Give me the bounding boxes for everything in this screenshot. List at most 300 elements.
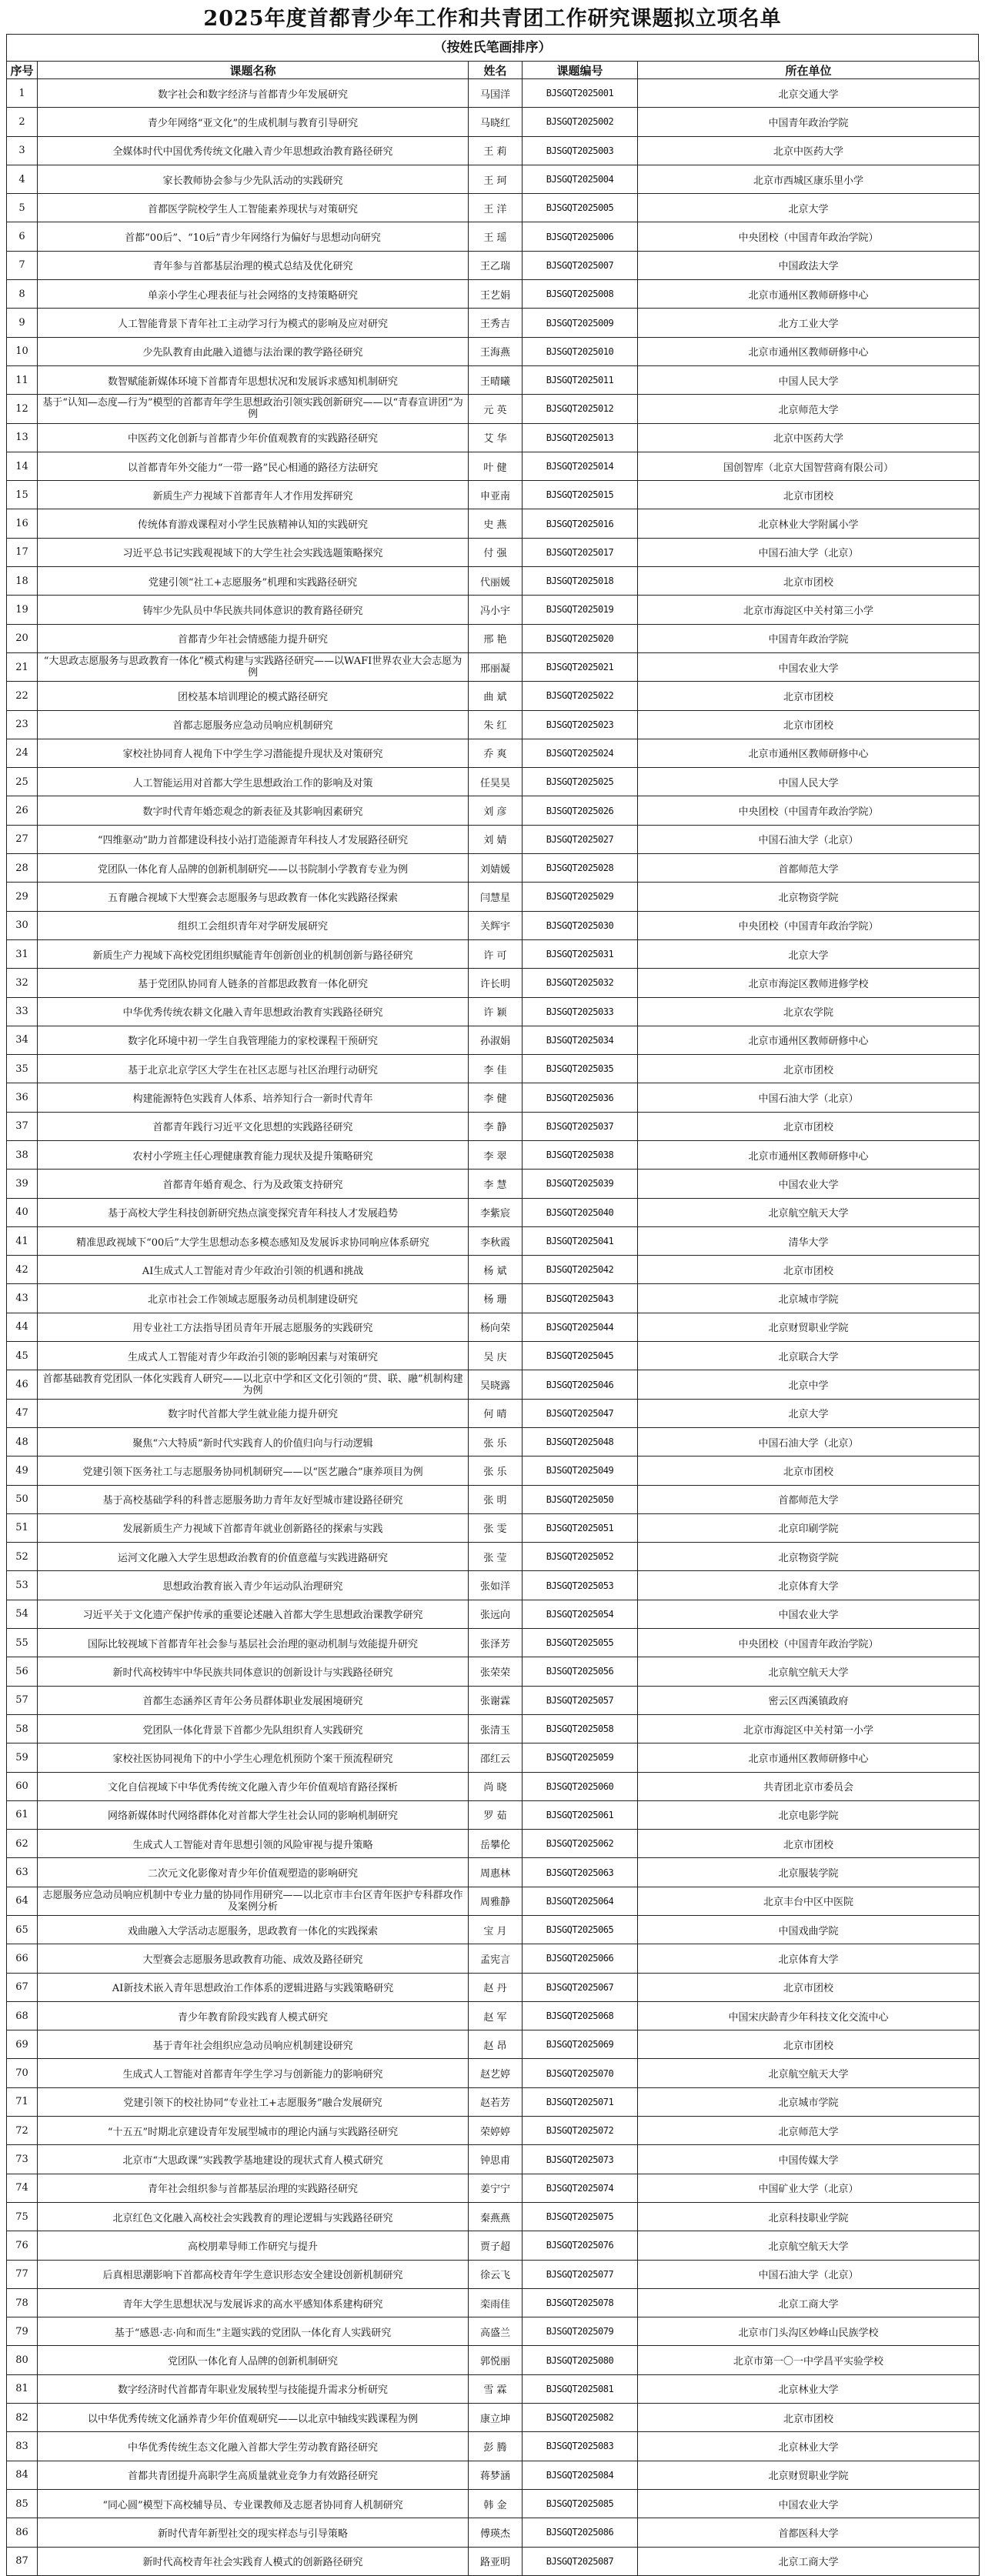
organization: 北京工商大学 bbox=[638, 2288, 980, 2317]
person-name: 王 珂 bbox=[469, 165, 523, 193]
person-name: 钟思甫 bbox=[469, 2145, 523, 2174]
row-number: 74 bbox=[7, 2174, 38, 2202]
table-row bbox=[7, 1457, 980, 1485]
table-row bbox=[7, 1026, 980, 1054]
project-code: BJSGQT2025025 bbox=[523, 768, 638, 796]
project-name: 数字时代青年婚恋观念的新表征及其影响因素研究 bbox=[38, 796, 469, 825]
project-name: 新时代高校青年社会实践育人模式的创新路径研究 bbox=[38, 2547, 469, 2575]
project-name: 新质生产力视域下首都青年人才作用发挥研究 bbox=[38, 481, 469, 509]
organization: 北京市第一〇一中学昌平实验学校 bbox=[638, 2346, 980, 2374]
row-number: 15 bbox=[7, 481, 38, 509]
project-code: BJSGQT2025014 bbox=[523, 452, 638, 480]
organization: 北京市西城区康乐里小学 bbox=[638, 165, 980, 193]
project-code: BJSGQT2025035 bbox=[523, 1055, 638, 1083]
person-name: 马国洋 bbox=[469, 79, 523, 108]
person-name: 赵 昂 bbox=[469, 2030, 523, 2059]
project-name: 以首都青年外交能力“一带一路”民心相通的路径方法研究 bbox=[38, 452, 469, 480]
person-name: 杨 斌 bbox=[469, 1256, 523, 1284]
person-name: 张清玉 bbox=[469, 1714, 523, 1743]
person-name: 李 佳 bbox=[469, 1055, 523, 1083]
project-code: BJSGQT2025078 bbox=[523, 2288, 638, 2317]
project-name: 少先队教育由此融入道德与法治课的教学路径研究 bbox=[38, 337, 469, 365]
table-row bbox=[7, 1973, 980, 2001]
table-row bbox=[7, 2346, 980, 2374]
row-number: 51 bbox=[7, 1513, 38, 1542]
table-row bbox=[7, 1629, 980, 1657]
project-code: BJSGQT2025079 bbox=[523, 2317, 638, 2346]
person-name: 叶 健 bbox=[469, 452, 523, 480]
project-name: 首都青年婚育观念、行为及政策支持研究 bbox=[38, 1170, 469, 1198]
project-name: 国际比较视域下首都青年社会参与基层社会治理的驱动机制与效能提升研究 bbox=[38, 1629, 469, 1657]
table-row bbox=[7, 136, 980, 165]
project-name: 组织工会组织青年对学研发展研究 bbox=[38, 911, 469, 939]
person-name: 代丽媛 bbox=[469, 567, 523, 596]
table-row bbox=[7, 796, 980, 825]
person-name: 蒋梦涵 bbox=[469, 2461, 523, 2489]
project-code: BJSGQT2025021 bbox=[523, 652, 638, 681]
table-row bbox=[7, 652, 980, 681]
organization: 北京林业大学 bbox=[638, 2374, 980, 2403]
row-number: 24 bbox=[7, 739, 38, 767]
project-code: BJSGQT2025022 bbox=[523, 682, 638, 710]
header-project-name: 课题名称 bbox=[38, 62, 469, 79]
organization: 中国石油大学（北京） bbox=[638, 538, 980, 566]
organization: 中国青年政治学院 bbox=[638, 624, 980, 652]
organization: 中国石油大学（北京） bbox=[638, 2260, 980, 2288]
person-name: 王晴曦 bbox=[469, 365, 523, 394]
table-row bbox=[7, 509, 980, 538]
organization: 北京财贸职业学院 bbox=[638, 2461, 980, 2489]
table-row bbox=[7, 452, 980, 480]
row-number: 29 bbox=[7, 883, 38, 911]
project-name: 思想政治教育嵌入青少年运动队治理研究 bbox=[38, 1571, 469, 1600]
project-code: BJSGQT2025069 bbox=[523, 2030, 638, 2059]
organization: 北京城市学院 bbox=[638, 1284, 980, 1313]
organization: 北京师范大学 bbox=[638, 2117, 980, 2145]
organization: 中央团校（中国青年政治学院） bbox=[638, 222, 980, 251]
person-name: 乔 爽 bbox=[469, 739, 523, 767]
project-name: 人工智能运用对首都大学生思想政治工作的影响及对策 bbox=[38, 768, 469, 796]
row-number: 47 bbox=[7, 1399, 38, 1427]
organization: 北京市团校 bbox=[638, 1256, 980, 1284]
organization: 北京财贸职业学院 bbox=[638, 1313, 980, 1341]
project-name: 网络新媒体时代网络群体化对首都大学生社会认同的影响机制研究 bbox=[38, 1800, 469, 1829]
person-name: 周雅静 bbox=[469, 1887, 523, 1915]
project-name: “十五五”时期北京建设青年发展型城市的理论内涵与实践路径研究 bbox=[38, 2117, 469, 2145]
project-name: 首都共青团提升高职学生高质量就业竞争力有效路径研究 bbox=[38, 2461, 469, 2489]
person-name: 曲 斌 bbox=[469, 682, 523, 710]
project-name: 党团队一体化背景下首都少先队组织育人实践研究 bbox=[38, 1714, 469, 1743]
table-row bbox=[7, 2260, 980, 2288]
project-name: 青年社会组织参与首都基层治理的实践路径研究 bbox=[38, 2174, 469, 2202]
table-row bbox=[7, 423, 980, 452]
organization: 北京市通州区教师研修中心 bbox=[638, 1743, 980, 1772]
organization: 中国农业大学 bbox=[638, 1600, 980, 1628]
project-name: 首都基础教育党团队一体化实践育人研究——以北京中学和区文化引领的“贯、联、融”机制构建为例 bbox=[38, 1370, 469, 1399]
person-name: 彭 腾 bbox=[469, 2432, 523, 2461]
row-number: 71 bbox=[7, 2087, 38, 2116]
project-name: 基于“感恩·志·向和而生”主题实践的党团队一体化育人实践研究 bbox=[38, 2317, 469, 2346]
organization: 中国人民大学 bbox=[638, 768, 980, 796]
project-code: BJSGQT2025015 bbox=[523, 481, 638, 509]
person-name: 秦燕燕 bbox=[469, 2202, 523, 2231]
table-row bbox=[7, 1772, 980, 1800]
person-name: 冯小宇 bbox=[469, 596, 523, 624]
organization: 北京市通州区教师研修中心 bbox=[638, 337, 980, 365]
project-code: BJSGQT2025054 bbox=[523, 1600, 638, 1628]
row-number: 67 bbox=[7, 1973, 38, 2001]
organization: 中国农业大学 bbox=[638, 1170, 980, 1198]
person-name: 申亚南 bbox=[469, 481, 523, 509]
project-code: BJSGQT2025027 bbox=[523, 825, 638, 853]
project-code: BJSGQT2025071 bbox=[523, 2087, 638, 2116]
project-name: 党建引领下的校社协同“专业社工+志愿服务”融合发展研究 bbox=[38, 2087, 469, 2116]
project-code: BJSGQT2025046 bbox=[523, 1370, 638, 1399]
person-name: 周惠林 bbox=[469, 1858, 523, 1887]
row-number: 55 bbox=[7, 1629, 38, 1657]
project-code: BJSGQT2025028 bbox=[523, 854, 638, 883]
organization: 北京航空航天大学 bbox=[638, 2059, 980, 2087]
table-row bbox=[7, 79, 980, 108]
table-row bbox=[7, 1226, 980, 1255]
table-row bbox=[7, 1543, 980, 1571]
table-row bbox=[7, 825, 980, 853]
row-number: 26 bbox=[7, 796, 38, 825]
table-row bbox=[7, 1370, 980, 1399]
project-name: 文化自信视域下中华优秀传统文化融入青少年价值观培育路径探析 bbox=[38, 1772, 469, 1800]
table-row bbox=[7, 222, 980, 251]
project-code: BJSGQT2025051 bbox=[523, 1513, 638, 1542]
person-name: 吴 庆 bbox=[469, 1342, 523, 1370]
row-number: 87 bbox=[7, 2547, 38, 2575]
project-code: BJSGQT2025009 bbox=[523, 309, 638, 337]
person-name: 张 莹 bbox=[469, 1543, 523, 1571]
organization: 北京林业大学附属小学 bbox=[638, 509, 980, 538]
person-name: 栾雨佳 bbox=[469, 2288, 523, 2317]
row-number: 36 bbox=[7, 1083, 38, 1112]
project-name: 基于青年社会组织应急动员响应机制建设研究 bbox=[38, 2030, 469, 2059]
person-name: 郭悦丽 bbox=[469, 2346, 523, 2374]
project-code: BJSGQT2025029 bbox=[523, 883, 638, 911]
table-row bbox=[7, 2547, 980, 2575]
project-name: 家长教师协会参与少先队活动的实践研究 bbox=[38, 165, 469, 193]
table-row bbox=[7, 1944, 980, 1973]
table-row bbox=[7, 624, 980, 652]
table-row bbox=[7, 567, 980, 596]
project-name: “四维驱动”助力首都建设科技小站打造能源青年科技人才发展路径研究 bbox=[38, 825, 469, 853]
organization: 北京市海淀区中关村第三小学 bbox=[638, 596, 980, 624]
person-name: 宝 月 bbox=[469, 1916, 523, 1944]
row-number: 65 bbox=[7, 1916, 38, 1944]
person-name: 刘 彦 bbox=[469, 796, 523, 825]
project-name: 全媒体时代中国优秀传统文化融入青少年思想政治教育路径研究 bbox=[38, 136, 469, 165]
organization: 北京市门头沟区妙峰山民族学校 bbox=[638, 2317, 980, 2346]
table-row bbox=[7, 337, 980, 365]
project-code: BJSGQT2025024 bbox=[523, 739, 638, 767]
project-code: BJSGQT2025012 bbox=[523, 395, 638, 423]
row-number: 4 bbox=[7, 165, 38, 193]
row-number: 54 bbox=[7, 1600, 38, 1628]
table-row bbox=[7, 2117, 980, 2145]
project-table bbox=[6, 61, 980, 2576]
organization: 北京工商大学 bbox=[638, 2547, 980, 2575]
row-number: 76 bbox=[7, 2231, 38, 2260]
row-number: 73 bbox=[7, 2145, 38, 2174]
table-row bbox=[7, 1399, 980, 1427]
project-code: BJSGQT2025023 bbox=[523, 710, 638, 739]
project-code: BJSGQT2025057 bbox=[523, 1686, 638, 1714]
project-name: AI生成式人工智能对青少年政治引领的机遇和挑战 bbox=[38, 1256, 469, 1284]
organization: 首都医科大学 bbox=[638, 2518, 980, 2547]
project-name: 基于“认知—态度—行为”模型的首都青年学生思想政治引领实践创新研究——以“青春宣讲团”为例 bbox=[38, 395, 469, 423]
organization: 北京电影学院 bbox=[638, 1800, 980, 1829]
row-number: 28 bbox=[7, 854, 38, 883]
table-row bbox=[7, 1256, 980, 1284]
project-code: BJSGQT2025060 bbox=[523, 1772, 638, 1800]
project-name: 大型赛会志愿服务思政教育功能、成效及路径研究 bbox=[38, 1944, 469, 1973]
project-name: 农村小学班主任心理健康教育能力现状及提升策略研究 bbox=[38, 1140, 469, 1169]
person-name: 张 雯 bbox=[469, 1513, 523, 1542]
project-name: 北京市社会工作领域志愿服务动员机制建设研究 bbox=[38, 1284, 469, 1313]
person-name: 雪 霖 bbox=[469, 2374, 523, 2403]
organization: 北京物资学院 bbox=[638, 883, 980, 911]
row-number: 6 bbox=[7, 222, 38, 251]
project-name: 数字化环境中初一学生自我管理能力的家校课程干预研究 bbox=[38, 1026, 469, 1054]
row-number: 13 bbox=[7, 423, 38, 452]
person-name: 元 英 bbox=[469, 395, 523, 423]
table-row bbox=[7, 596, 980, 624]
row-number: 68 bbox=[7, 2001, 38, 2030]
person-name: 康立坤 bbox=[469, 2404, 523, 2432]
row-number: 85 bbox=[7, 2489, 38, 2518]
project-name: 家校社医协同视角下的中小学生心理危机预防个案干预流程研究 bbox=[38, 1743, 469, 1772]
project-code: BJSGQT2025068 bbox=[523, 2001, 638, 2030]
row-number: 50 bbox=[7, 1485, 38, 1513]
row-number: 30 bbox=[7, 911, 38, 939]
person-name: 高盛兰 bbox=[469, 2317, 523, 2346]
project-name: 党建引领“社工+志愿服务”机理和实践路径研究 bbox=[38, 567, 469, 596]
organization: 北京航空航天大学 bbox=[638, 1198, 980, 1226]
organization: 北京体育大学 bbox=[638, 1944, 980, 1973]
table-row bbox=[7, 1743, 980, 1772]
project-name: 铸牢少先队员中华民族共同体意识的教育路径研究 bbox=[38, 596, 469, 624]
organization: 北京大学 bbox=[638, 939, 980, 968]
header-project-code: 课题编号 bbox=[523, 62, 638, 79]
table-row bbox=[7, 2317, 980, 2346]
person-name: 张荣荣 bbox=[469, 1657, 523, 1686]
person-name: 许 可 bbox=[469, 939, 523, 968]
person-name: 李秋霞 bbox=[469, 1226, 523, 1255]
person-name: 邵红云 bbox=[469, 1743, 523, 1772]
row-number: 63 bbox=[7, 1858, 38, 1887]
header-person-name: 姓名 bbox=[469, 62, 523, 79]
person-name: 王 瑶 bbox=[469, 222, 523, 251]
row-number: 42 bbox=[7, 1256, 38, 1284]
project-name: 党建引领下医务社工与志愿服务协同机制研究——以“医艺融合”康养项目为例 bbox=[38, 1457, 469, 1485]
project-name: 习近平总书记实践观视域下的大学生社会实践选题策略探究 bbox=[38, 538, 469, 566]
row-number: 11 bbox=[7, 365, 38, 394]
project-code: BJSGQT2025038 bbox=[523, 1140, 638, 1169]
table-row bbox=[7, 1800, 980, 1829]
row-number: 35 bbox=[7, 1055, 38, 1083]
organization: 北京科技职业学院 bbox=[638, 2202, 980, 2231]
project-name: 数字经济时代首都青年职业发展转型与技能提升需求分析研究 bbox=[38, 2374, 469, 2403]
organization: 北京航空航天大学 bbox=[638, 1657, 980, 1686]
organization: 北京中医药大学 bbox=[638, 423, 980, 452]
row-number: 43 bbox=[7, 1284, 38, 1313]
project-code: BJSGQT2025037 bbox=[523, 1112, 638, 1140]
project-name: 党团队一体化育人品牌的创新机制研究 bbox=[38, 2346, 469, 2374]
table-row bbox=[7, 1427, 980, 1456]
row-number: 37 bbox=[7, 1112, 38, 1140]
table-row bbox=[7, 1714, 980, 1743]
organization: 北京市团校 bbox=[638, 481, 980, 509]
table-row bbox=[7, 2432, 980, 2461]
row-number: 17 bbox=[7, 538, 38, 566]
person-name: 李紫宸 bbox=[469, 1198, 523, 1226]
organization: 北京市通州区教师研修中心 bbox=[638, 739, 980, 767]
project-code: BJSGQT2025076 bbox=[523, 2231, 638, 2260]
organization: 密云区西溪镇政府 bbox=[638, 1686, 980, 1714]
project-name: 首都青年践行习近平文化思想的实践路径研究 bbox=[38, 1112, 469, 1140]
row-number: 83 bbox=[7, 2432, 38, 2461]
person-name: 王海燕 bbox=[469, 337, 523, 365]
table-row bbox=[7, 2518, 980, 2547]
organization: 中国石油大学（北京） bbox=[638, 1083, 980, 1112]
row-number: 40 bbox=[7, 1198, 38, 1226]
project-name: 数字时代首都大学生就业能力提升研究 bbox=[38, 1399, 469, 1427]
project-name: 基于高校大学生科技创新研究热点演变探究青年科技人才发展趋势 bbox=[38, 1198, 469, 1226]
project-code: BJSGQT2025052 bbox=[523, 1543, 638, 1571]
person-name: 荣婷婷 bbox=[469, 2117, 523, 2145]
table-row bbox=[7, 1170, 980, 1198]
person-name: 杨向荣 bbox=[469, 1313, 523, 1341]
project-code: BJSGQT2025072 bbox=[523, 2117, 638, 2145]
person-name: 王 莉 bbox=[469, 136, 523, 165]
person-name: 张泽芳 bbox=[469, 1629, 523, 1657]
project-name: 以中华优秀传统文化涵养青少年价值观研究——以北京中轴线实践课程为例 bbox=[38, 2404, 469, 2432]
project-name: 传统体育游戏课程对小学生民族精神认知的实践研究 bbox=[38, 509, 469, 538]
table-row bbox=[7, 1485, 980, 1513]
project-code: BJSGQT2025080 bbox=[523, 2346, 638, 2374]
project-code: BJSGQT2025050 bbox=[523, 1485, 638, 1513]
project-name: 新质生产力视域下高校党团组织赋能青年创新创业的机制创新与路径研究 bbox=[38, 939, 469, 968]
project-code: BJSGQT2025063 bbox=[523, 1858, 638, 1887]
person-name: 李 健 bbox=[469, 1083, 523, 1112]
table-row bbox=[7, 1284, 980, 1313]
table-row bbox=[7, 1916, 980, 1944]
organization: 北京市团校 bbox=[638, 1830, 980, 1858]
project-name: 发展新质生产力视域下首都青年就业创新路径的探索与实践 bbox=[38, 1513, 469, 1542]
row-number: 53 bbox=[7, 1571, 38, 1600]
table-row bbox=[7, 939, 980, 968]
project-code: BJSGQT2025042 bbox=[523, 1256, 638, 1284]
organization: 中央团校（中国青年政治学院） bbox=[638, 796, 980, 825]
project-name: “大思政志愿服务与思政教育一体化”模式构建与实践路径研究——以WAFI世界农业大会志愿为例 bbox=[38, 652, 469, 681]
person-name: 张如洋 bbox=[469, 1571, 523, 1600]
organization: 北京航空航天大学 bbox=[638, 2231, 980, 2260]
table-row bbox=[7, 1342, 980, 1370]
project-name: 后真相思潮影响下首都高校青年学生意识形态安全建设创新机制研究 bbox=[38, 2260, 469, 2288]
project-code: BJSGQT2025053 bbox=[523, 1571, 638, 1600]
project-code: BJSGQT2025020 bbox=[523, 624, 638, 652]
organization: 北京市团校 bbox=[638, 1112, 980, 1140]
person-name: 史 燕 bbox=[469, 509, 523, 538]
project-name: 中医药文化创新与首都青少年价值观教育的实践路径研究 bbox=[38, 423, 469, 452]
organization: 中国农业大学 bbox=[638, 652, 980, 681]
organization: 首都师范大学 bbox=[638, 1485, 980, 1513]
project-name: 构建能源特色实践育人体系、培养知行合一新时代青年 bbox=[38, 1083, 469, 1112]
project-name: AI新技术嵌入青年思想政治工作体系的逻辑进路与实践策略研究 bbox=[38, 1973, 469, 2001]
row-number: 86 bbox=[7, 2518, 38, 2547]
row-number: 62 bbox=[7, 1830, 38, 1858]
table-row bbox=[7, 2001, 980, 2030]
person-name: 韩 金 bbox=[469, 2489, 523, 2518]
project-code: BJSGQT2025061 bbox=[523, 1800, 638, 1829]
project-code: BJSGQT2025004 bbox=[523, 165, 638, 193]
organization: 北京印刷学院 bbox=[638, 1513, 980, 1542]
project-code: BJSGQT2025019 bbox=[523, 596, 638, 624]
project-name: 中华优秀传统农耕文化融入青年思想政治教育实践路径研究 bbox=[38, 997, 469, 1026]
organization: 北京农学院 bbox=[638, 997, 980, 1026]
person-name: 闫慧星 bbox=[469, 883, 523, 911]
organization: 北京交通大学 bbox=[638, 79, 980, 108]
project-code: BJSGQT2025008 bbox=[523, 280, 638, 309]
row-number: 41 bbox=[7, 1226, 38, 1255]
row-number: 8 bbox=[7, 280, 38, 309]
person-name: 姜宁宁 bbox=[469, 2174, 523, 2202]
organization: 中央团校（中国青年政治学院） bbox=[638, 911, 980, 939]
organization: 首都师范大学 bbox=[638, 854, 980, 883]
project-name: 用专业社工方法指导团员青年开展志愿服务的实践研究 bbox=[38, 1313, 469, 1341]
person-name: 李 静 bbox=[469, 1112, 523, 1140]
row-number: 57 bbox=[7, 1686, 38, 1714]
organization: 中国石油大学（北京） bbox=[638, 825, 980, 853]
project-name: 基于北京北京学区大学生在社区志愿与社区治理行动研究 bbox=[38, 1055, 469, 1083]
project-name: 人工智能背景下青年社工主动学习行为模式的影响及应对研究 bbox=[38, 309, 469, 337]
project-name: 聚焦“六大特质”新时代实践育人的价值归向与行动逻辑 bbox=[38, 1427, 469, 1456]
table-row bbox=[7, 911, 980, 939]
organization: 北京市通州区教师研修中心 bbox=[638, 1140, 980, 1169]
project-code: BJSGQT2025049 bbox=[523, 1457, 638, 1485]
project-name: 青年大学生思想状况与发展诉求的高水平感知体系建构研究 bbox=[38, 2288, 469, 2317]
organization: 北京市团校 bbox=[638, 1055, 980, 1083]
table-row bbox=[7, 1571, 980, 1600]
person-name: 邢丽凝 bbox=[469, 652, 523, 681]
project-code: BJSGQT2025041 bbox=[523, 1226, 638, 1255]
project-name: 团校基本培训理论的模式路径研究 bbox=[38, 682, 469, 710]
project-code: BJSGQT2025081 bbox=[523, 2374, 638, 2403]
table-row bbox=[7, 2461, 980, 2489]
row-number: 52 bbox=[7, 1543, 38, 1571]
person-name: 王乙瑞 bbox=[469, 251, 523, 279]
project-code: BJSGQT2025005 bbox=[523, 194, 638, 222]
organization: 北京市团校 bbox=[638, 1457, 980, 1485]
organization: 国创智库（北京大国智营商有限公司） bbox=[638, 452, 980, 480]
project-code: BJSGQT2025048 bbox=[523, 1427, 638, 1456]
project-name: 北京红色文化融入高校社会实践教育的理论逻辑与实践路径研究 bbox=[38, 2202, 469, 2231]
project-code: BJSGQT2025073 bbox=[523, 2145, 638, 2174]
row-number: 16 bbox=[7, 509, 38, 538]
row-number: 23 bbox=[7, 710, 38, 739]
row-number: 59 bbox=[7, 1743, 38, 1772]
organization: 北京联合大学 bbox=[638, 1342, 980, 1370]
row-number: 18 bbox=[7, 567, 38, 596]
person-name: 刘婧媛 bbox=[469, 854, 523, 883]
project-code: BJSGQT2025044 bbox=[523, 1313, 638, 1341]
row-number: 66 bbox=[7, 1944, 38, 1973]
organization: 北方工业大学 bbox=[638, 309, 980, 337]
